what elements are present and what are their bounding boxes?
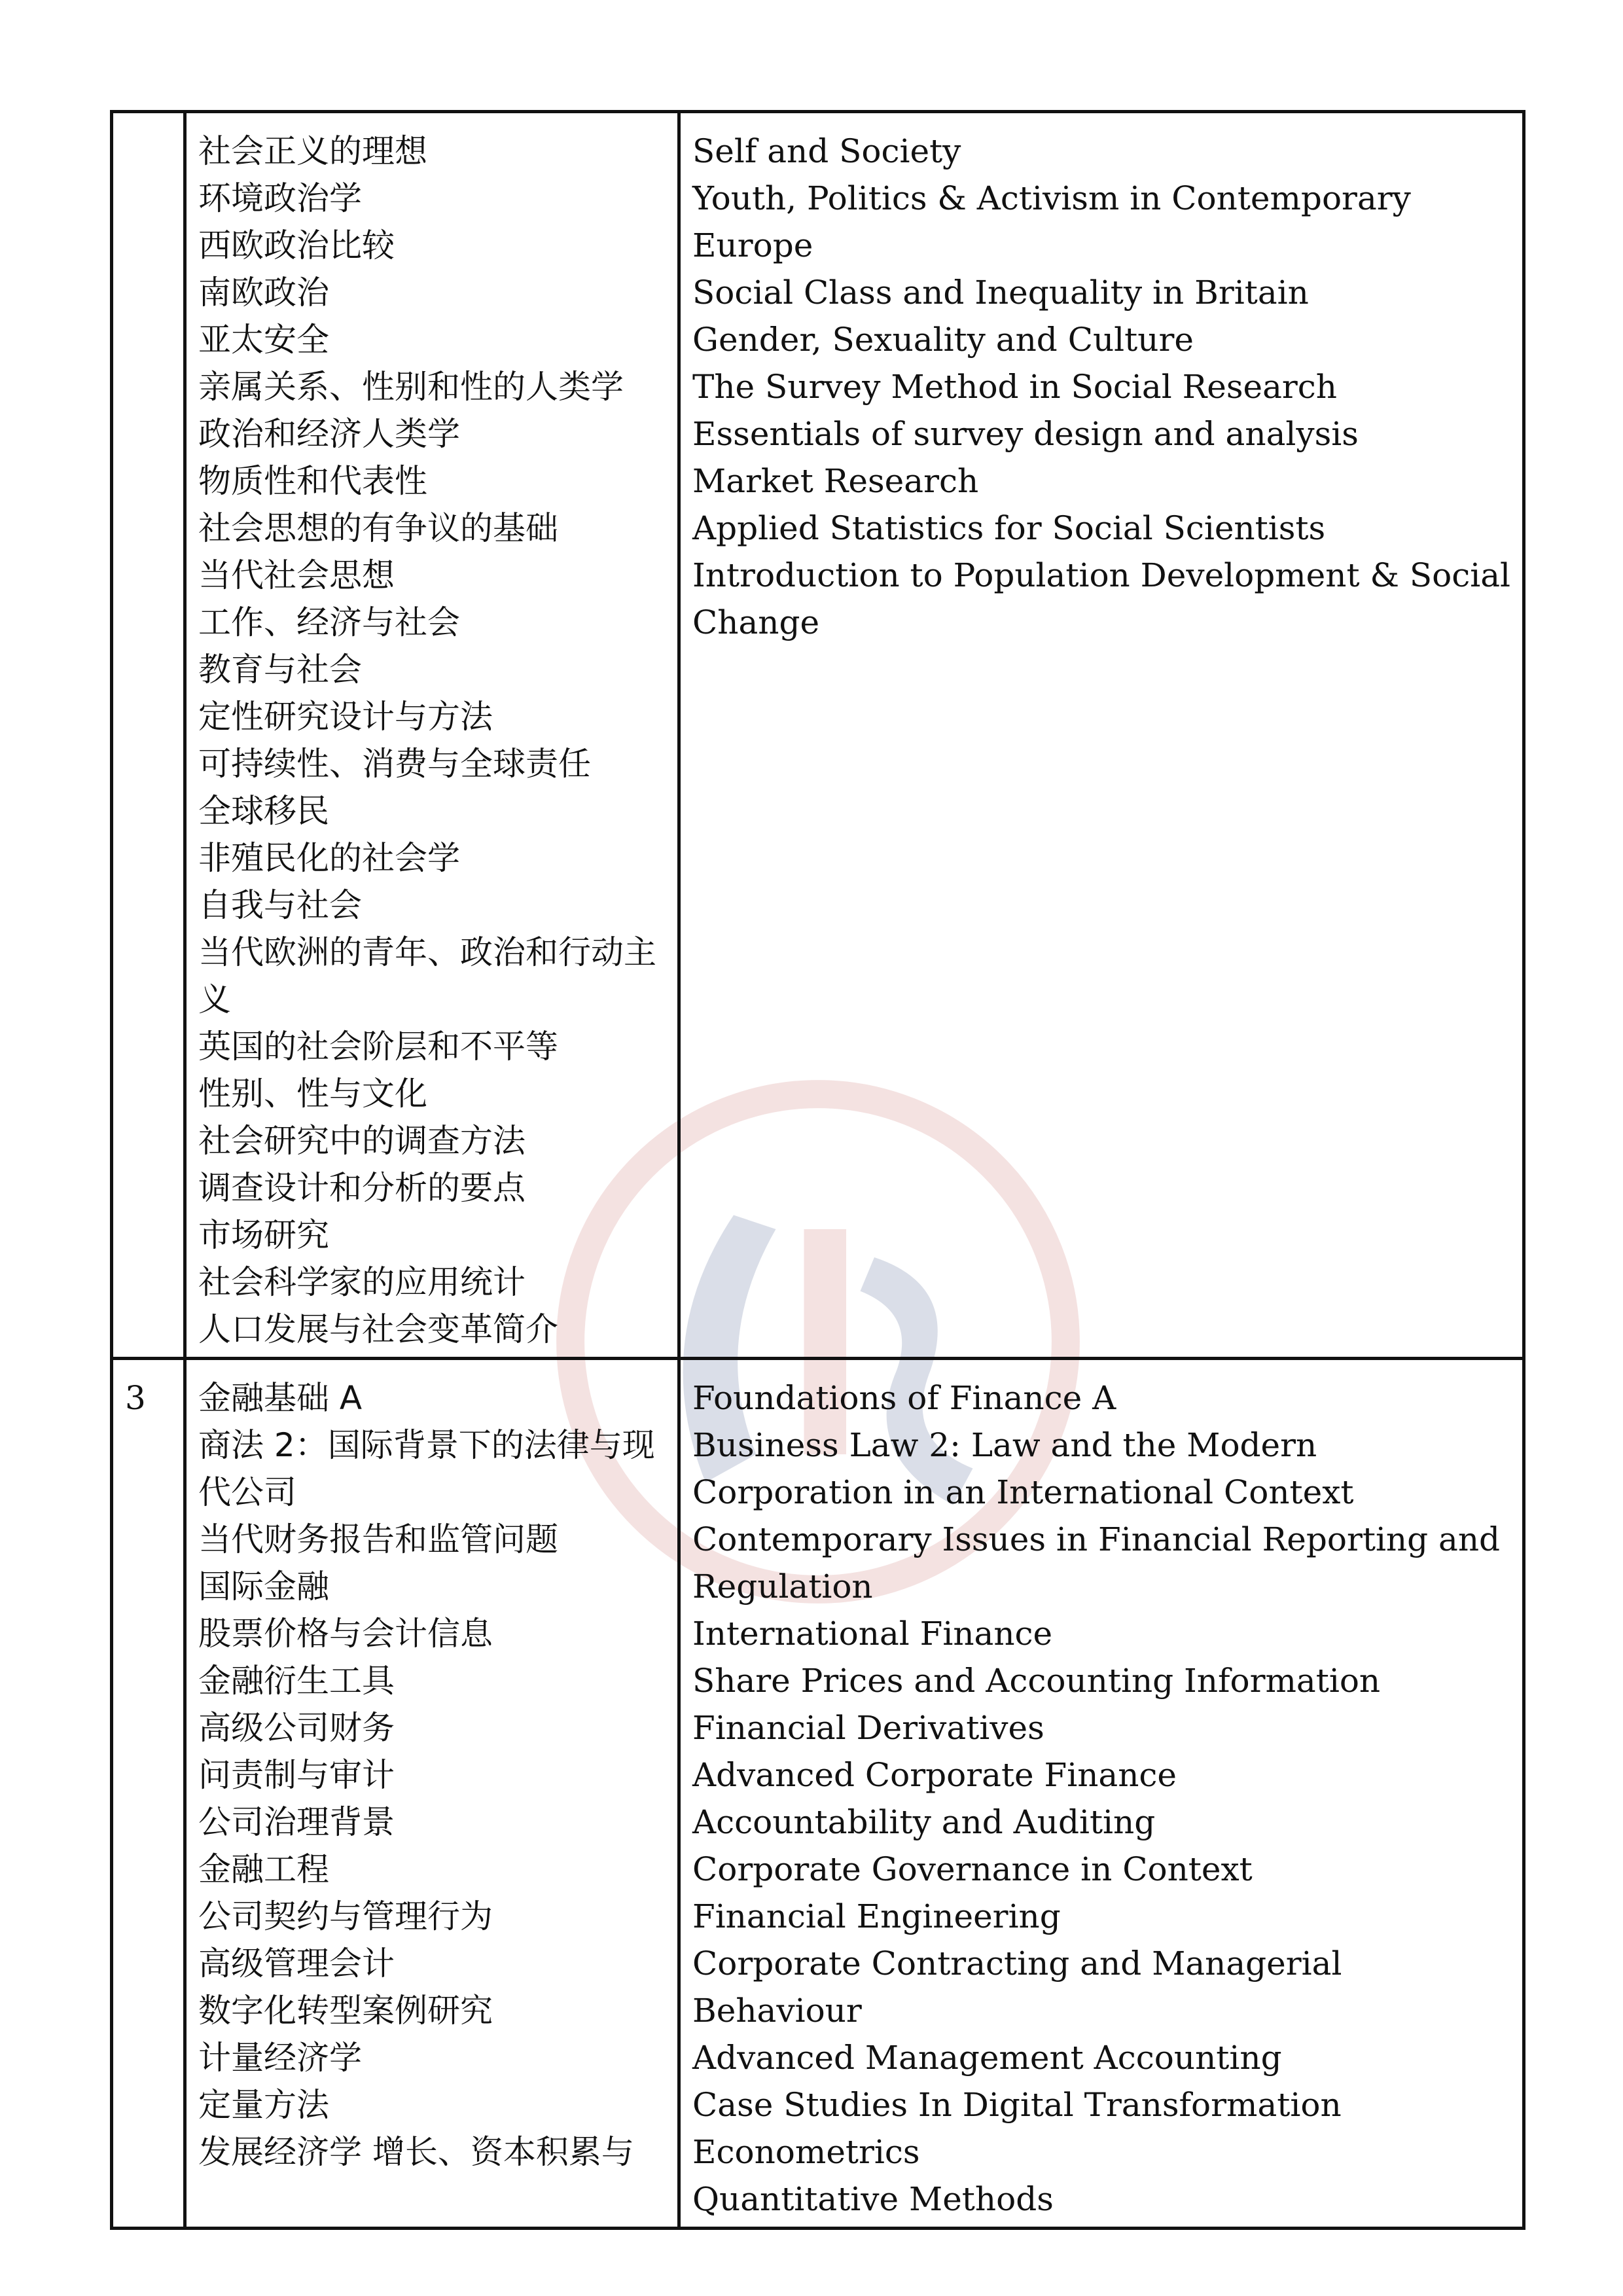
chinese-course-item: 社会研究中的调查方法: [198, 1122, 526, 1160]
chinese-course-item: 高级管理会计: [198, 1945, 395, 1982]
english-course-item: Case Studies In Digital Transformation: [692, 2086, 1342, 2124]
chinese-course-item: 社会思想的有争议的基础: [198, 509, 558, 547]
english-course-item: Quantitative Methods: [692, 2180, 1054, 2218]
chinese-course-item: 社会正义的理想: [198, 132, 427, 170]
english-course-item: Essentials of survey design and analysis: [692, 415, 1359, 453]
row-number-cell: [112, 112, 185, 1359]
chinese-course-item: 公司契约与管理行为: [198, 1897, 493, 1935]
english-course-item: Youth, Politics & Activism in Contemporary Europe: [692, 179, 1421, 264]
chinese-course-item: 政治和经济人类学: [198, 415, 460, 453]
chinese-course-item: 数字化转型案例研究: [198, 1992, 493, 2030]
chinese-course-item: 发展经济学 增长、资本积累与: [198, 2133, 634, 2171]
english-course-item: Accountability and Auditing: [692, 1803, 1156, 1841]
english-course-item: Business Law 2: Law and the Modern Corporation in an International Context: [692, 1426, 1354, 1511]
course-table: [110, 110, 1525, 2230]
chinese-course-item: 物质性和代表性: [198, 462, 427, 500]
english-course-item: Foundations of Finance A: [692, 1379, 1116, 1417]
chinese-course-item: 金融基础 A: [198, 1379, 363, 1417]
chinese-course-item: 国际金融: [198, 1568, 329, 1605]
chinese-course-item: 全球移民: [198, 792, 329, 830]
english-course-list: [679, 112, 1524, 1359]
chinese-course-item: 社会科学家的应用统计: [198, 1263, 526, 1301]
chinese-course-item: 环境政治学: [198, 179, 362, 217]
chinese-course-item: 当代社会思想: [198, 556, 395, 594]
english-course-item: Corporate Governance in Context: [692, 1850, 1253, 1888]
chinese-course-item: 可持续性、消费与全球责任: [198, 745, 591, 783]
chinese-course-list: [185, 112, 679, 1359]
chinese-course-item: 自我与社会: [198, 886, 362, 924]
row-number-cell: 3: [112, 1359, 185, 2229]
chinese-course-item: 股票价格与会计信息: [198, 1615, 493, 1653]
chinese-course-item: 性别、性与文化: [198, 1075, 427, 1113]
chinese-course-item: 计量经济学: [198, 2039, 362, 2077]
english-course-item: Share Prices and Accounting Information: [692, 1662, 1381, 1700]
english-course-item: Gender, Sexuality and Culture: [692, 321, 1194, 359]
english-course-item: Econometrics: [692, 2133, 920, 2171]
chinese-course-item: 非殖民化的社会学: [198, 839, 460, 877]
english-course-item: Market Research: [692, 462, 979, 500]
english-course-item: Financial Derivatives: [692, 1709, 1044, 1747]
english-course-item: Self and Society: [692, 132, 961, 170]
chinese-course-item: 金融衍生工具: [198, 1662, 395, 1700]
english-course-item: Advanced Management Accounting: [692, 2039, 1282, 2077]
chinese-course-item: 工作、经济与社会: [198, 603, 460, 641]
english-course-list: [679, 1359, 1524, 2229]
chinese-course-item: 英国的社会阶层和不平等: [198, 1028, 558, 1066]
chinese-course-item: 定量方法: [198, 2086, 329, 2124]
chinese-course-item: 问责制与审计: [198, 1756, 395, 1794]
chinese-course-item: 亲属关系、性别和性的人类学: [198, 368, 624, 406]
table-row: [112, 112, 1524, 1359]
chinese-course-item: 西欧政治比较: [198, 226, 395, 264]
english-course-item: Social Class and Inequality in Britain: [692, 274, 1309, 312]
chinese-course-list: [185, 1359, 679, 2229]
english-course-item: Advanced Corporate Finance: [692, 1756, 1177, 1794]
chinese-course-item: 调查设计和分析的要点: [198, 1169, 526, 1207]
chinese-course-item: 商法 2：国际背景下的法律与现代公司: [198, 1426, 655, 1511]
chinese-course-item: 人口发展与社会变革简介: [198, 1310, 558, 1348]
table-row: [112, 1359, 1524, 2229]
chinese-course-item: 高级公司财务: [198, 1709, 395, 1747]
english-course-item: Applied Statistics for Social Scientists: [692, 509, 1326, 547]
chinese-course-item: 市场研究: [198, 1216, 329, 1254]
english-course-item: International Finance: [692, 1615, 1053, 1653]
english-course-item: Contemporary Issues in Financial Reporting and Regulation: [692, 1520, 1510, 1605]
chinese-course-item: 金融工程: [198, 1850, 329, 1888]
chinese-course-item: 当代欧洲的青年、政治和行动主义: [198, 933, 656, 1018]
chinese-course-item: 教育与社会: [198, 651, 362, 689]
english-course-item: Corporate Contracting and Managerial Behaviour: [692, 1945, 1353, 2030]
chinese-course-item: 当代财务报告和监管问题: [198, 1520, 558, 1558]
chinese-course-item: 定性研究设计与方法: [198, 698, 493, 736]
english-course-item: The Survey Method in Social Research: [692, 368, 1337, 406]
english-course-item: Financial Engineering: [692, 1897, 1061, 1935]
english-course-item: Introduction to Population Development & Social Change: [692, 556, 1521, 641]
chinese-course-item: 公司治理背景: [198, 1803, 395, 1841]
chinese-course-item: 亚太安全: [198, 321, 329, 359]
chinese-course-item: 南欧政治: [198, 274, 329, 312]
